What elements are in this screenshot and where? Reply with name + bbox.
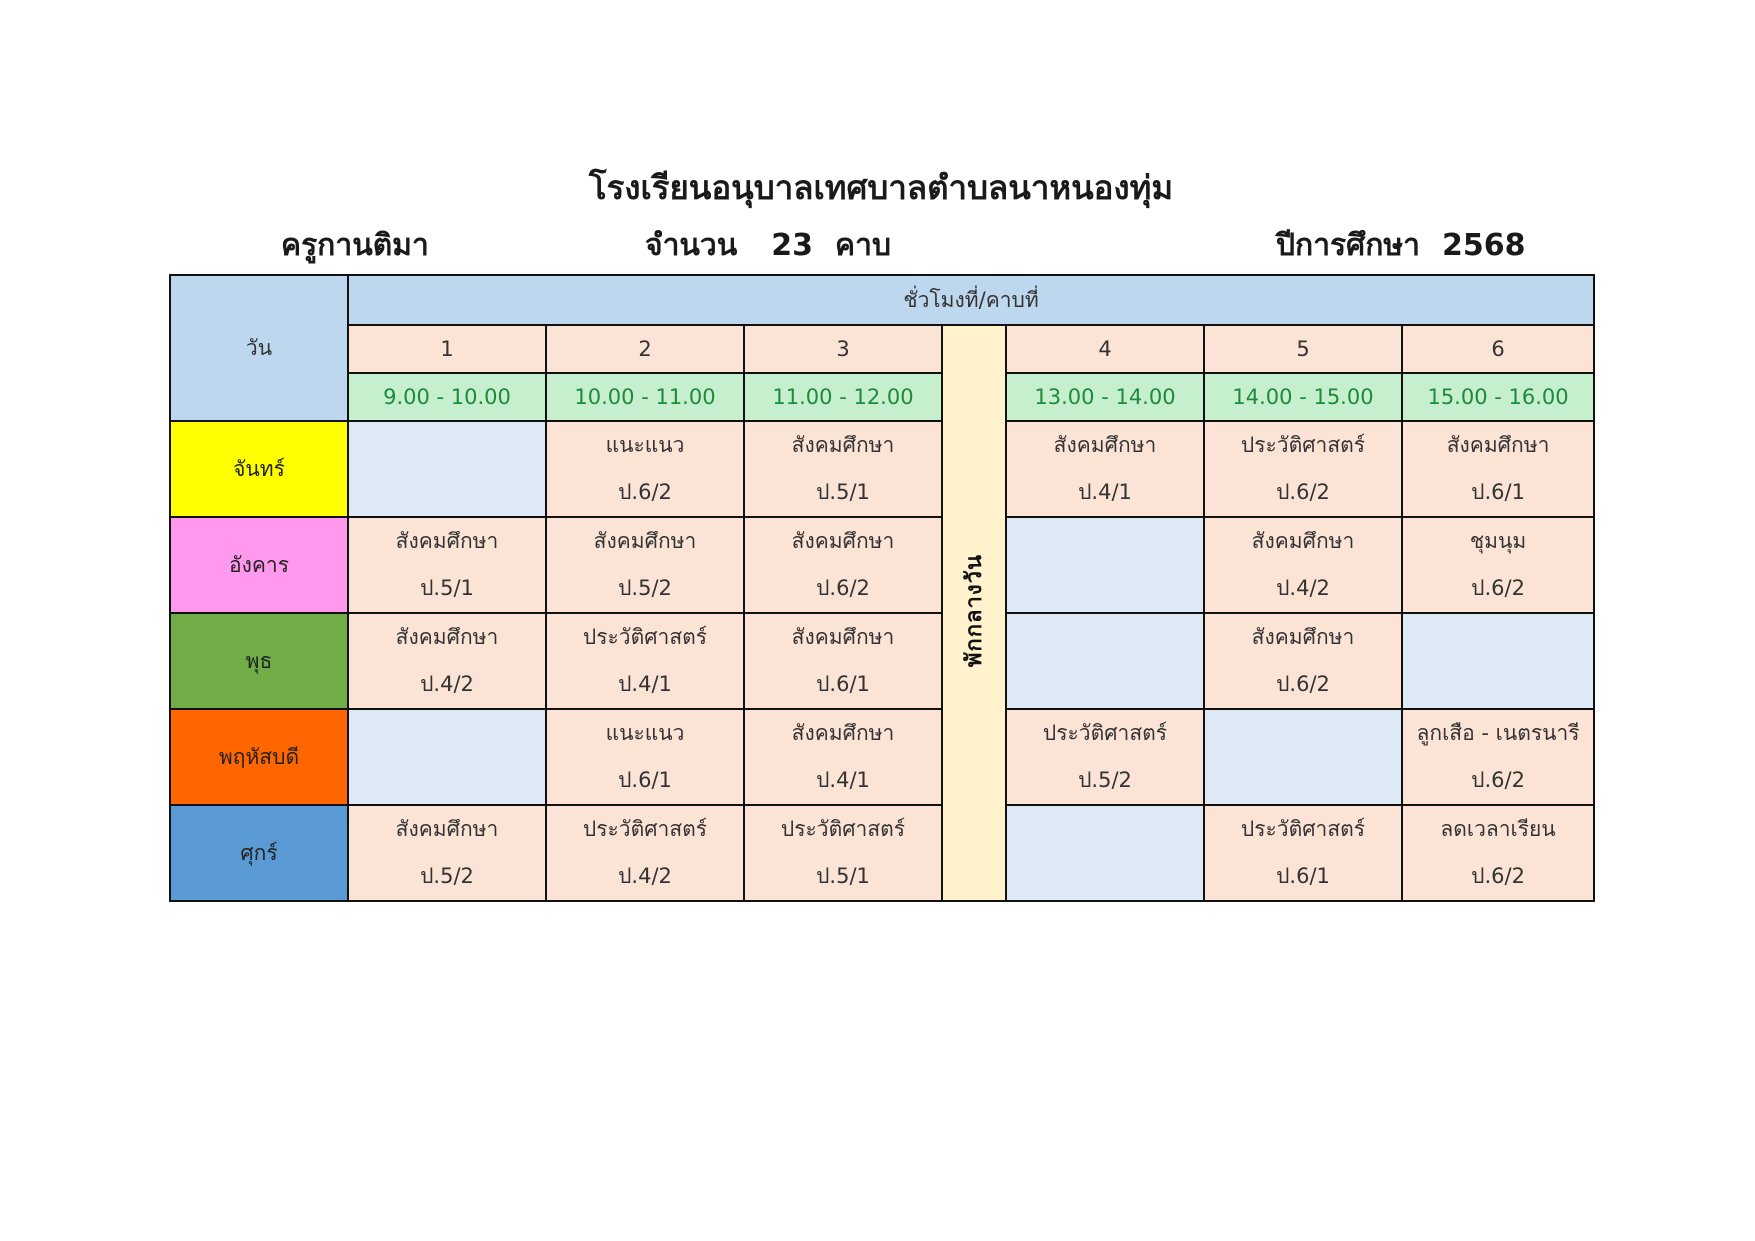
class-group-label: ป.6/1 — [618, 768, 672, 792]
period-time-1: 9.00 - 10.00 — [348, 373, 546, 421]
class-cell — [1402, 709, 1594, 805]
class-group-label: ป.4/1 — [816, 768, 870, 792]
subject-label: สังคมศึกษา — [395, 529, 499, 553]
class-group-label: ป.6/2 — [1276, 480, 1330, 504]
class-group-label: ป.6/2 — [1471, 768, 1525, 792]
class-cell — [546, 421, 744, 517]
empty-cell — [348, 709, 546, 805]
class-cell — [744, 613, 942, 709]
class-cell — [1402, 421, 1594, 517]
hours-header: ชั่วโมงที่/คาบที่ — [348, 275, 1594, 325]
subject-label: ลดเวลาเรียน — [1440, 817, 1556, 841]
period-count-label: จำนวน — [645, 228, 738, 263]
period-count-value: 23 — [771, 228, 814, 263]
school-name: โรงเรียนอนุบาลเทศบาลตำบลนาหนองทุ่ม — [588, 168, 1174, 207]
subject-label: ประวัติศาสตร์ — [780, 817, 906, 841]
class-group-label: ป.6/2 — [816, 576, 870, 600]
class-cell — [546, 517, 744, 613]
period-count-unit: คาบ — [835, 228, 892, 263]
empty-cell — [1204, 709, 1402, 805]
class-cell — [546, 613, 744, 709]
class-cell — [546, 805, 744, 901]
period-number-6: 6 — [1402, 325, 1594, 373]
class-group-label: ป.5/1 — [420, 576, 474, 600]
subject-label: ประวัติศาสตร์ — [582, 625, 708, 649]
class-cell — [348, 613, 546, 709]
class-cell — [1006, 421, 1204, 517]
subject-label: สังคมศึกษา — [395, 817, 499, 841]
day-header: วัน — [170, 275, 348, 421]
subject-label: ประวัติศาสตร์ — [582, 817, 708, 841]
class-cell — [348, 805, 546, 901]
subject-label: สังคมศึกษา — [1251, 529, 1355, 553]
class-cell — [744, 709, 942, 805]
period-number-5: 5 — [1204, 325, 1402, 373]
subject-label: ประวัติศาสตร์ — [1042, 721, 1168, 745]
class-group-label: ป.5/2 — [420, 864, 474, 888]
subject-label: สังคมศึกษา — [1251, 625, 1355, 649]
subject-label: สังคมศึกษา — [791, 433, 895, 457]
class-cell — [1204, 805, 1402, 901]
timetable — [169, 274, 1595, 902]
subject-label: สังคมศึกษา — [1053, 433, 1157, 457]
academic-year — [1276, 222, 1526, 269]
class-cell — [348, 517, 546, 613]
class-cell — [1204, 613, 1402, 709]
empty-cell — [1006, 517, 1204, 613]
class-group-label: ป.4/1 — [618, 672, 672, 696]
class-cell — [1006, 709, 1204, 805]
info-row — [169, 216, 1593, 274]
class-group-label: ป.6/2 — [1471, 864, 1525, 888]
class-group-label: ป.6/1 — [1276, 864, 1330, 888]
day-row — [170, 517, 1594, 613]
period-number-3: 3 — [744, 325, 942, 373]
class-cell — [1402, 805, 1594, 901]
class-cell — [1204, 517, 1402, 613]
academic-year-value: 2568 — [1442, 228, 1526, 263]
day-row — [170, 709, 1594, 805]
subject-label: แนะแนว — [605, 721, 685, 745]
empty-cell — [348, 421, 546, 517]
day-row — [170, 805, 1594, 901]
subject-label: ลูกเสือ - เนตรนารี — [1416, 721, 1580, 745]
class-cell — [1204, 421, 1402, 517]
class-group-label: ป.6/2 — [1276, 672, 1330, 696]
class-group-label: ป.5/1 — [816, 480, 870, 504]
period-number-4: 4 — [1006, 325, 1204, 373]
day-row — [170, 421, 1594, 517]
day-name: พุธ — [170, 613, 348, 709]
lunch-break-label: พักกลางวัน — [961, 553, 987, 668]
class-cell — [546, 709, 744, 805]
subject-label: สังคมศึกษา — [791, 721, 895, 745]
period-time-5: 14.00 - 15.00 — [1204, 373, 1402, 421]
class-group-label: ป.6/1 — [816, 672, 870, 696]
class-cell — [744, 805, 942, 901]
period-time-3: 11.00 - 12.00 — [744, 373, 942, 421]
class-group-label: ป.4/2 — [420, 672, 474, 696]
day-name: อังคาร — [170, 517, 348, 613]
period-time-6: 15.00 - 16.00 — [1402, 373, 1594, 421]
class-group-label: ป.6/2 — [1471, 576, 1525, 600]
subject-label: ประวัติศาสตร์ — [1240, 817, 1366, 841]
subject-label: สังคมศึกษา — [593, 529, 697, 553]
class-group-label: ป.6/2 — [618, 480, 672, 504]
subject-label: สังคมศึกษา — [791, 625, 895, 649]
subject-label: ประวัติศาสตร์ — [1240, 433, 1366, 457]
period-time-2: 10.00 - 11.00 — [546, 373, 744, 421]
lunch-break — [942, 325, 1006, 901]
academic-year-label: ปีการศึกษา — [1276, 228, 1420, 263]
subject-label: ชุมนุม — [1469, 529, 1527, 553]
subject-label: สังคมศึกษา — [791, 529, 895, 553]
timetable-sheet — [169, 160, 1593, 902]
period-time-4: 13.00 - 14.00 — [1006, 373, 1204, 421]
class-group-label: ป.5/2 — [1078, 768, 1132, 792]
subject-label: สังคมศึกษา — [1446, 433, 1550, 457]
day-name: จันทร์ — [170, 421, 348, 517]
empty-cell — [1006, 613, 1204, 709]
subject-label: สังคมศึกษา — [395, 625, 499, 649]
class-group-label: ป.4/1 — [1078, 480, 1132, 504]
class-cell — [1402, 517, 1594, 613]
class-cell — [744, 517, 942, 613]
class-group-label: ป.4/2 — [618, 864, 672, 888]
period-number-1: 1 — [348, 325, 546, 373]
day-name: พฤหัสบดี — [170, 709, 348, 805]
class-group-label: ป.6/1 — [1471, 480, 1525, 504]
day-row — [170, 613, 1594, 709]
period-count — [645, 222, 891, 269]
class-group-label: ป.5/1 — [816, 864, 870, 888]
class-group-label: ป.4/2 — [1276, 576, 1330, 600]
class-cell — [744, 421, 942, 517]
empty-cell — [1402, 613, 1594, 709]
teacher-name: ครูกานติมา — [281, 228, 429, 263]
empty-cell — [1006, 805, 1204, 901]
class-group-label: ป.5/2 — [618, 576, 672, 600]
day-name: ศุกร์ — [170, 805, 348, 901]
period-number-2: 2 — [546, 325, 744, 373]
subject-label: แนะแนว — [605, 433, 685, 457]
